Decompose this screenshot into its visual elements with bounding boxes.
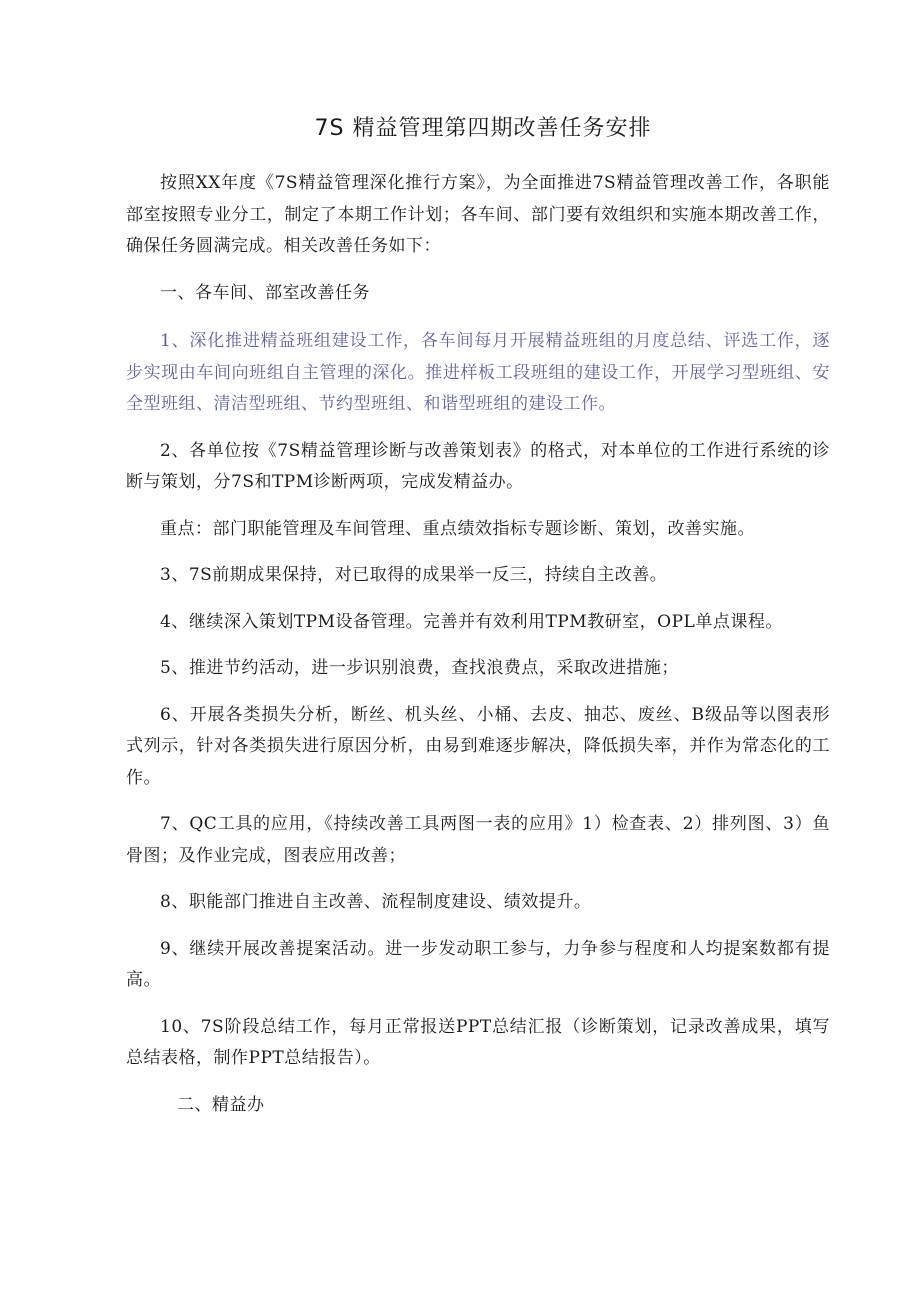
task-item-9: 9、继续开展改善提案活动。进一步发动职工参与，力争参与程度和人均提案数都有提高。	[126, 938, 830, 990]
task-item-3: 3、7S前期成果保持，对已取得的成果举一反三，持续自主改善。	[160, 565, 668, 585]
section-heading-1: 一、各车间、部室改善任务	[160, 282, 370, 303]
section-heading-2: 二、精益办	[177, 1094, 265, 1115]
task-item-6: 6、开展各类损失分析，断丝、机头丝、小桶、去皮、抽芯、废丝、B级品等以图表形式列示，针对各类损失进行原因分析，由易到难逐步解决，降低损失率，并作为常态化的工作。	[126, 704, 830, 788]
task-item-4: 4、继续深入策划TPM设备管理。完善并有效利用TPM教研室，OPL单点课程。	[160, 611, 783, 632]
task-item-1: 1、深化推进精益班组建设工作，各车间每月开展精益班组的月度总结、评选工作，逐步实现由车间向班组自主管理的深化。推进样板工段班组的建设工作，开展学习型班组、安全型班组、清洁型班组、节约型班组、和谐型班组的建设工作。	[126, 331, 830, 414]
task-item-7: 7、QC工具的应用，《持续改善工具两图一表的应用》1）检查表、2）排列图、3）鱼骨图；及作业完成，图表应用改善；	[126, 814, 830, 866]
task-item-10: 10、7S阶段总结工作，每月正常报送PPT总结汇报（诊断策划，记录改善成果，填写总结表格，制作PPT总结报告）。	[126, 1016, 830, 1068]
intro-paragraph: 按照XX年度《7S精益管理深化推行方案》，为全面推进7S精益管理改善工作，各职能部室按照专业分工，制定了本期工作计划；各车间、部门要有效组织和实施本期改善工作，确保任务圆满完成。相关改善任务如下：	[126, 173, 830, 256]
task-item-2-focus: 重点：部门职能管理及车间管理、重点绩效指标专题诊断、策划，改善实施。	[160, 518, 755, 539]
task-item-8: 8、职能部门推进自主改善、流程制度建设、绩效提升。	[160, 892, 592, 912]
document-title: 7S 精益管理第四期改善任务安排	[314, 116, 652, 141]
task-item-5: 5、推进节约活动，进一步识别浪费，查找浪费点，采取改进措施；	[160, 658, 679, 678]
task-item-2: 2、各单位按《7S精益管理诊断与改善策划表》的格式，对本单位的工作进行系统的诊断与策划，分7S和TPM诊断两项，完成发精益办。	[126, 440, 830, 492]
